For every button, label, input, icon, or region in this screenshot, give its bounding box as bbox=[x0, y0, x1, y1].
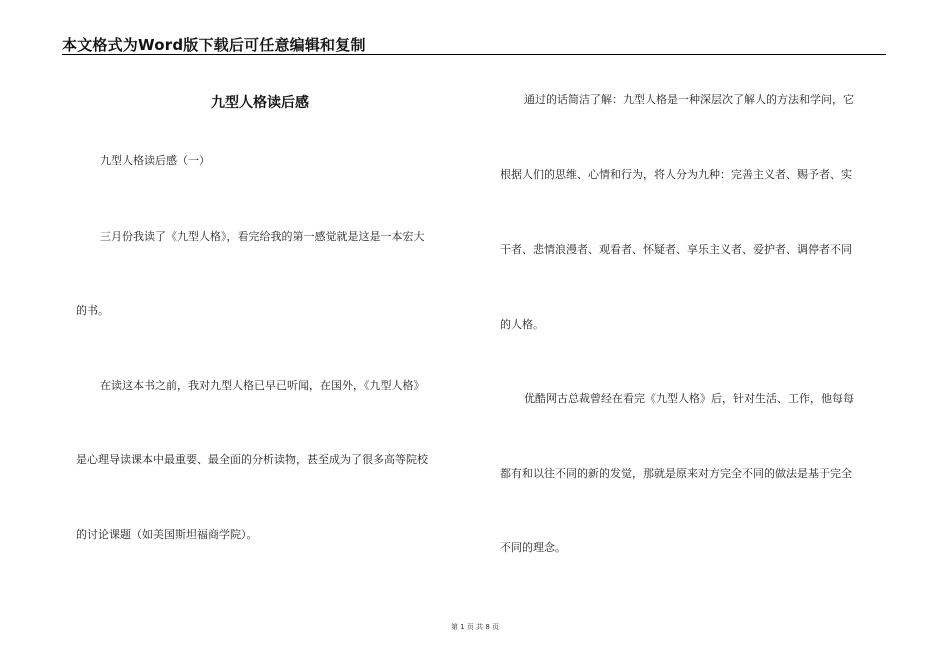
paragraph-line: 的书。 bbox=[76, 304, 109, 317]
paragraph-line: 的人格。 bbox=[500, 318, 544, 331]
paragraph-line: 三月份我读了《九型人格》，看完给我的第一感觉就是这是一本宏大 bbox=[100, 230, 425, 243]
page-indicator: 第 1 页 共 8 页 bbox=[450, 623, 500, 631]
header-banner: 本文格式为Word版下载后可任意编辑和复制 bbox=[62, 36, 366, 54]
paragraph-line: 优酷网古总裁曾经在看完《九型人格》后，针对生活、工作，他每每 bbox=[524, 392, 854, 405]
paragraph-line: 不同的理念。 bbox=[500, 541, 566, 554]
paragraph-line: 在读这本书之前，我对九型人格已早已听闻，在国外，《九型人格》 bbox=[100, 379, 425, 392]
header-rule bbox=[62, 54, 886, 55]
paragraph-line: 干者、悲情浪漫者、观看者、怀疑者、享乐主义者、爱护者、调停者不同 bbox=[500, 243, 852, 256]
paragraph-line: 根据人们的思维、心情和行为，将人分为九种：完善主义者、赐予者、实 bbox=[500, 168, 852, 181]
paragraph-line: 都有和以往不同的新的发觉，那就是原来对方完全不同的做法是基于完全 bbox=[500, 467, 852, 480]
paragraph-line: 的讨论课题（如美国斯坦福商学院）。 bbox=[76, 528, 258, 541]
paragraph-line: 通过的话简洁了解：九型人格是一种深层次了解人的方法和学问，它 bbox=[524, 93, 854, 106]
paragraph-line: 是心理导读课本中最重要、最全面的分析读物，甚至成为了很多高等院校 bbox=[76, 453, 428, 466]
paragraph-line: 九型人格读后感（一） bbox=[100, 154, 210, 167]
document-title: 九型人格读后感 bbox=[211, 95, 309, 111]
